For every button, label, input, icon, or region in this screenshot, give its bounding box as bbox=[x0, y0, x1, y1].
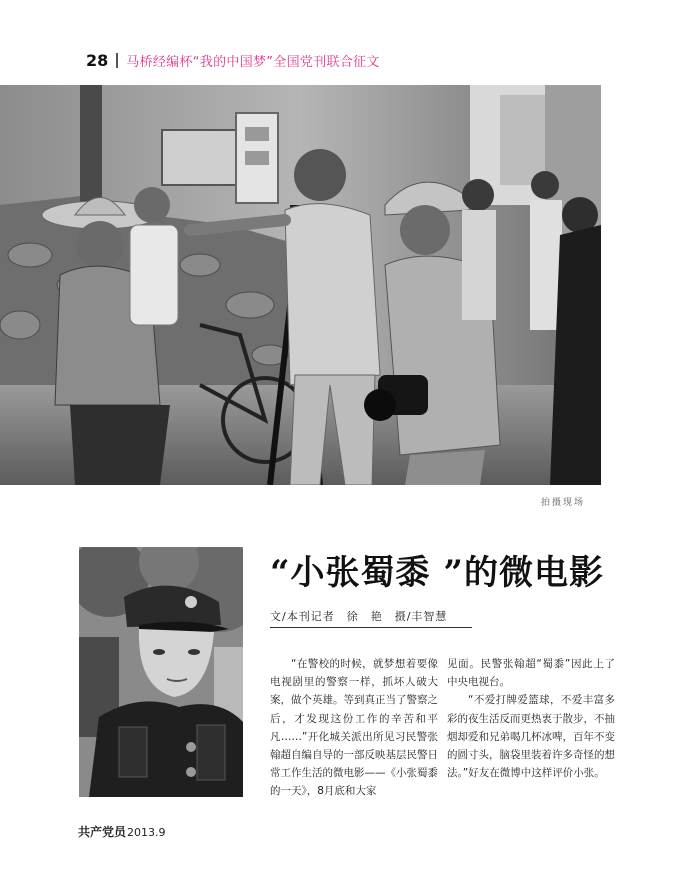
section-title: 马桥经编杯“我的中国梦”全国党刊联合征文 bbox=[126, 54, 380, 70]
police-officer-portrait bbox=[79, 547, 243, 797]
photo-caption: 拍摄现场 bbox=[541, 498, 586, 508]
page-footer bbox=[78, 823, 166, 840]
page-number: 28 bbox=[86, 50, 109, 70]
article-byline: 文/本刊记者 徐 艳 摄/丰智慧 bbox=[270, 610, 448, 623]
magazine-name: 共产党员 bbox=[78, 825, 127, 839]
article-paragraph: 见面。民警张翰超“蜀黍”因此上了中央电视台。 bbox=[447, 658, 615, 689]
police-officer-illustration bbox=[79, 547, 243, 797]
article-paragraph: “在警校的时候，就梦想着要像电视剧里的警察一样，抓坏人破大案，做个英雄。等到真正当了警察之后，才发现这份工作的辛苦和平凡……”开化城关派出所见习民警张翰超自编自导的一部反映基层民警日常工作生活的微电影——《小张蜀黍的一天》，8月底和大家 bbox=[270, 658, 438, 798]
page-header bbox=[86, 50, 380, 70]
byline-divider bbox=[270, 627, 472, 628]
article-title: “小张蜀黍 ”的微电影 bbox=[270, 553, 604, 593]
issue-date: 2013.9 bbox=[127, 826, 166, 839]
filming-scene-illustration bbox=[0, 85, 601, 485]
header-divider bbox=[116, 53, 118, 68]
article-column-1 bbox=[270, 655, 438, 801]
filming-scene-photo bbox=[0, 85, 601, 485]
article-column-2 bbox=[447, 655, 615, 782]
article-paragraph: “不爱打牌爱篮球，不爱丰富多彩的夜生活反而更热衷于散步，不抽烟却爱和兄弟喝几杯冰啤，百年不变的圆寸头，脑袋里装着许多奇怪的想法。”好友在微博中这样评价小张。 bbox=[447, 694, 615, 780]
